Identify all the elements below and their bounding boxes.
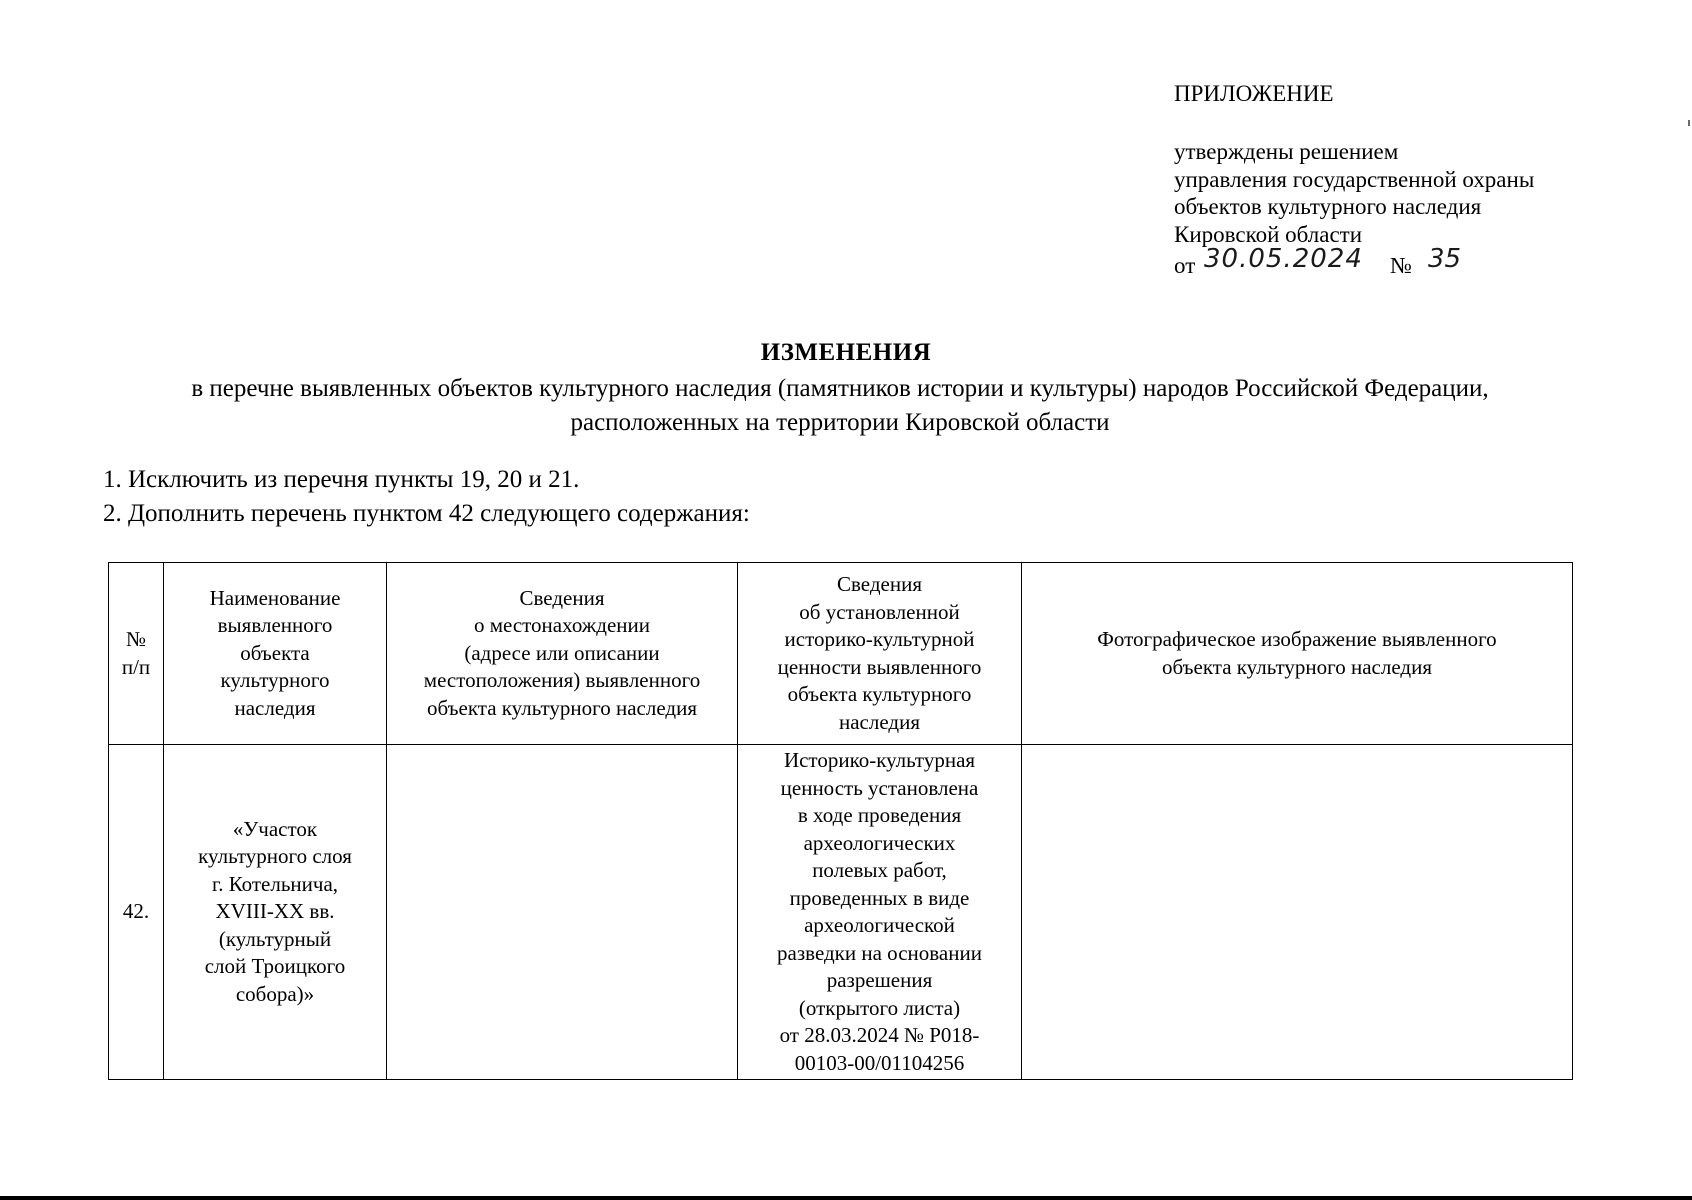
appendix-title: ПРИЛОЖЕНИЕ bbox=[1174, 81, 1334, 106]
column-header-number: № п/п bbox=[109, 563, 164, 745]
handwritten-number: 35 bbox=[1428, 244, 1462, 274]
approval-line: утверждены решением bbox=[1174, 139, 1399, 164]
decision-date-number-line bbox=[1174, 244, 1674, 280]
cell-name: «Участок культурного слоя г. Котельнича, XVIII-XX вв. (культурный слой Троицкого собора)» bbox=[164, 745, 387, 1080]
document-title: ИЗМЕНЕНИЯ bbox=[760, 339, 932, 366]
instruction-item: 2. Дополнить перечень пунктом 42 следующего содержания: bbox=[103, 500, 750, 527]
instruction-list bbox=[103, 463, 750, 531]
handwritten-date: 30.05.2024 bbox=[1204, 244, 1363, 274]
table-row bbox=[109, 745, 1573, 1080]
column-header-cultural-value: Сведения об установленной историко-культурной ценности выявленного объекта культурного наследия bbox=[738, 563, 1022, 745]
cell-cultural-value: Историко-культурная ценность установлена в ходе проведения археологических полевых работ, проведенных в виде археологической разведки на основании разрешения (открытого листа) от 28.03.2024 № Р018- 00103-00/01104256 bbox=[738, 745, 1022, 1080]
number-sign: № bbox=[1390, 253, 1412, 278]
date-prefix: от bbox=[1174, 253, 1196, 278]
heritage-objects-table bbox=[108, 562, 1573, 1080]
table-header-row bbox=[109, 563, 1573, 745]
approval-line: Кировской области bbox=[1174, 221, 1363, 247]
column-header-location: Сведения о местонахождении (адресе или описании местоположения) выявленного объекта культурного наследия bbox=[387, 563, 738, 745]
approval-line: управления государственной охраны bbox=[1174, 166, 1535, 192]
document-subtitle: в перечне выявленных объектов культурного наследия (памятников истории и культуры) народов Российской Федерации, расположенных на территории Кировской области bbox=[191, 375, 1489, 436]
column-header-photo: Фотографическое изображение выявленного объекта культурного наследия bbox=[1022, 563, 1573, 745]
instruction-item: 1. Исключить из перечня пункты 19, 20 и 21. bbox=[103, 466, 580, 493]
cell-location bbox=[387, 745, 738, 1080]
cell-photo bbox=[1022, 745, 1573, 1080]
scan-bottom-edge bbox=[0, 1196, 1692, 1200]
appendix-block bbox=[1174, 80, 1674, 280]
scan-mark bbox=[1688, 120, 1690, 126]
cell-number: 42. bbox=[109, 745, 164, 1080]
approval-line: объектов культурного наследия bbox=[1174, 194, 1482, 219]
column-header-name: Наименование выявленного объекта культурного наследия bbox=[164, 563, 387, 745]
